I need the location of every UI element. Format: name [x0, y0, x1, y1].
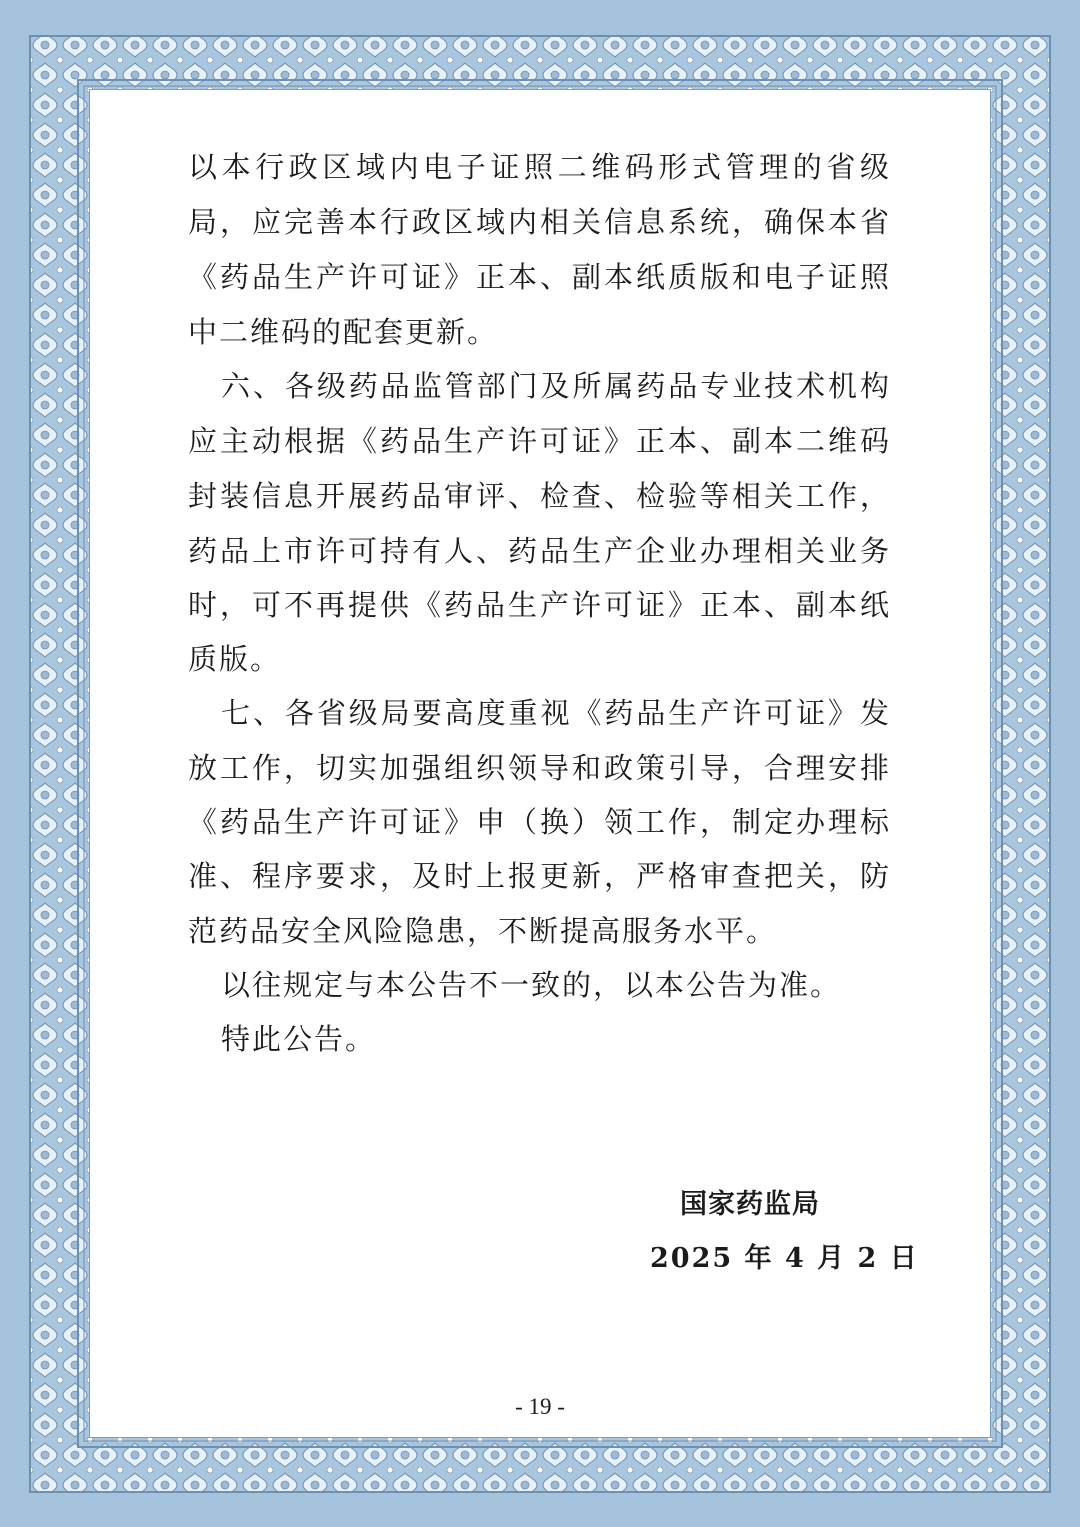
body-line: 质版。	[188, 642, 282, 676]
body-line: 放工作，切实加强组织领导和政策引导，合理安排	[188, 751, 891, 785]
body-line: 封装信息开展药品审评、检查、检验等相关工作，	[188, 479, 891, 513]
body-line: 《药品生产许可证》正本、副本纸质版和电子证照	[188, 260, 891, 294]
signature-organization: 国家药监局	[680, 1189, 820, 1220]
body-line: 应主动根据《药品生产许可证》正本、副本二维码	[188, 424, 891, 458]
body-line: 六、各级药品监管部门及所属药品专业技术机构	[221, 369, 891, 403]
body-line: 药品上市许可持有人、药品生产企业办理相关业务	[188, 534, 891, 568]
body-line: 特此公告。	[221, 1022, 377, 1056]
body-line: 中二维码的配套更新。	[188, 315, 499, 349]
body-line: 以本行政区域内电子证照二维码形式管理的省级	[188, 150, 891, 184]
body-line: 时，可不再提供《药品生产许可证》正本、副本纸	[188, 588, 891, 622]
body-line: 范药品安全风险隐患，不断提高服务水平。	[188, 914, 778, 948]
page-number: - 19 -	[515, 1394, 565, 1419]
body-line: 七、各省级局要高度重视《药品生产许可证》发	[221, 696, 891, 730]
body-line: 以往规定与本公告不一致的，以本公告为准。	[221, 968, 842, 1002]
body-line: 局，应完善本行政区域内相关信息系统，确保本省	[188, 205, 891, 239]
body-line: 《药品生产许可证》申（换）领工作，制定办理标	[188, 805, 891, 839]
body-line: 准、程序要求，及时上报更新，严格审查把关，防	[188, 859, 891, 893]
signature-date: 2025 年 4 月 2 日	[650, 1243, 919, 1274]
